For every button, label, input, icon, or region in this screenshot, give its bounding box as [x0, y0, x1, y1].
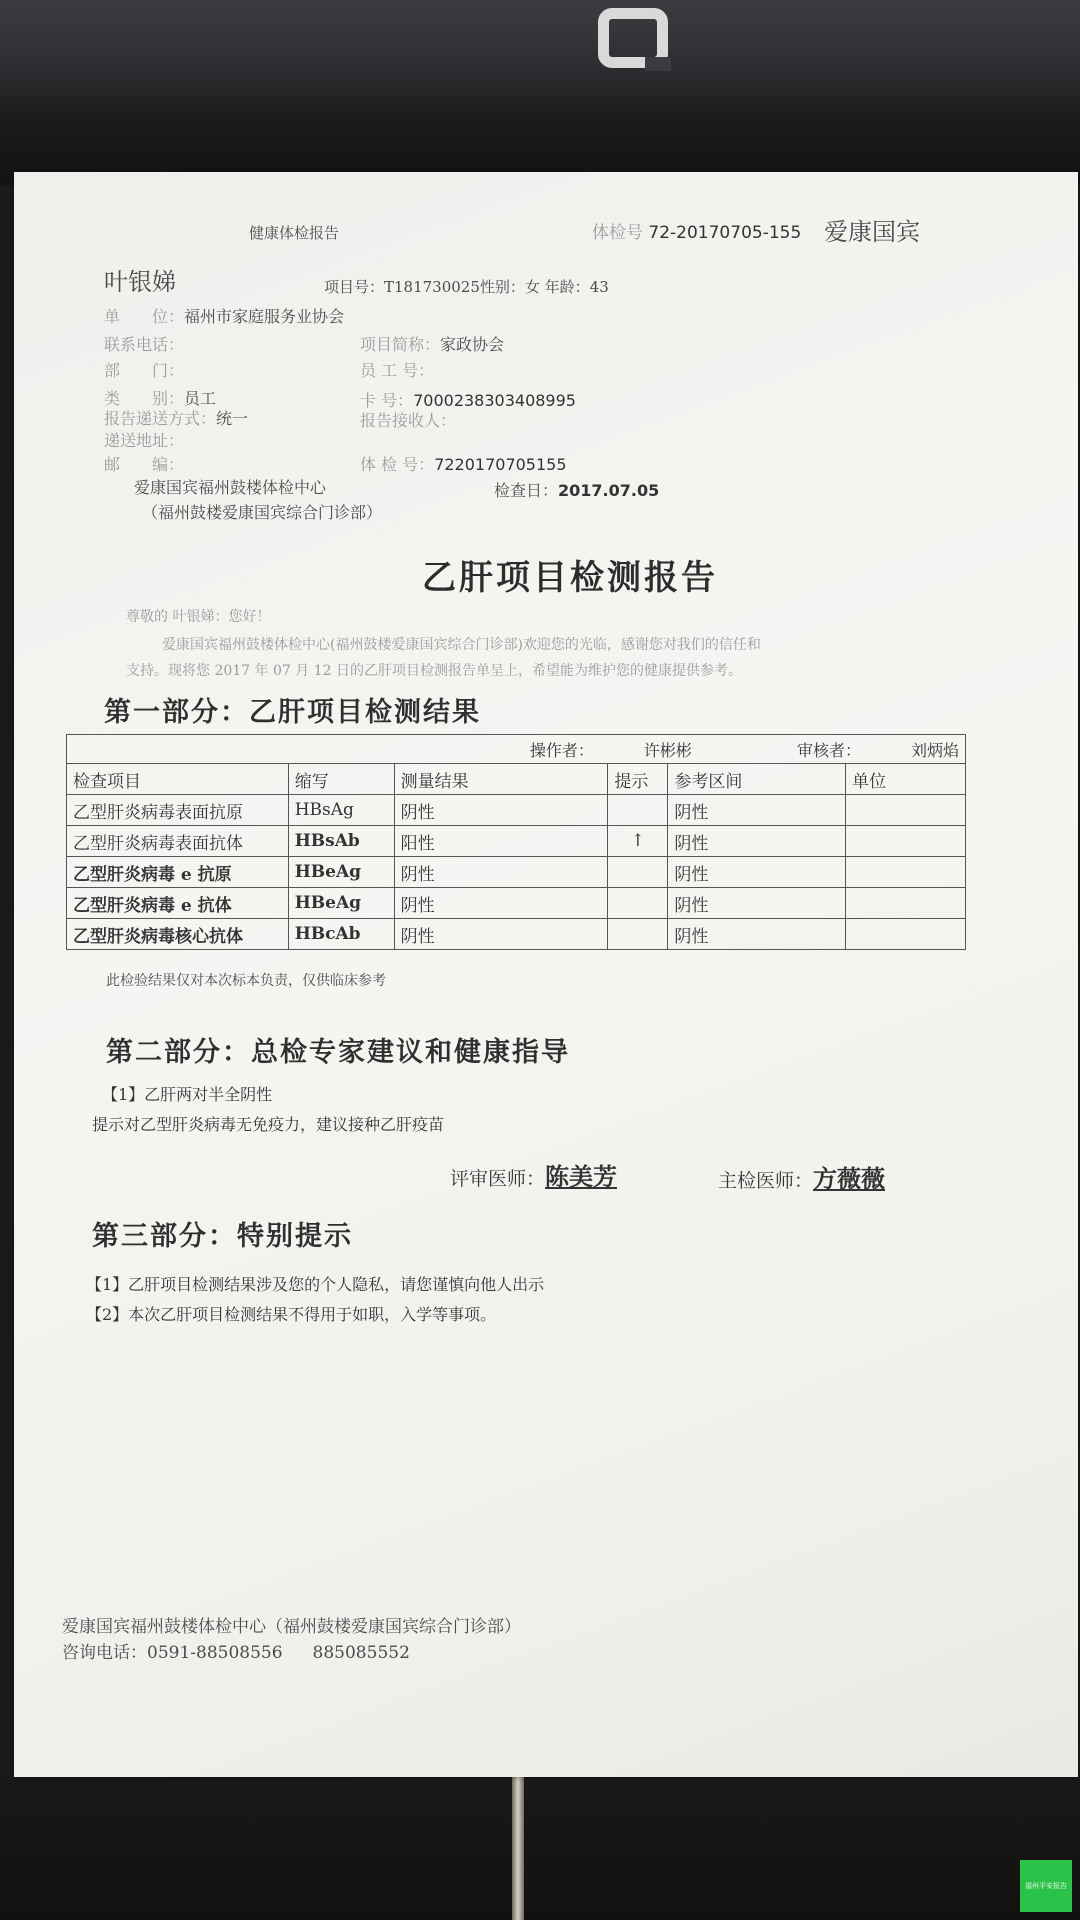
unit-value: 福州市家庭服务业协会 [184, 307, 345, 326]
abbr-cell: HBsAb [288, 826, 394, 857]
project-line: 项目号：T181730025性别：女 年龄：43 [324, 278, 609, 296]
card-label: 卡 号： [360, 391, 414, 410]
unit-cell [846, 919, 966, 950]
table-row [67, 857, 966, 888]
delivery-value: 统一 [216, 409, 249, 428]
result-cell: 阴性 [394, 888, 608, 919]
cable-decoration [512, 1775, 524, 1920]
patient-name: 叶银娣 [104, 268, 176, 296]
hint-cell [608, 857, 668, 888]
ref-cell: 阴性 [668, 888, 846, 919]
part3-heading: 第三部分：特别提示 [92, 1221, 353, 1252]
delivery-label: 报告递送方式： [104, 409, 217, 428]
exam-number [592, 218, 801, 243]
footer-phone-label: 咨询电话： [62, 1643, 147, 1663]
table-note: 此检验结果仅对本次标本负责，仅供临床参考 [106, 973, 386, 989]
unit-label: 单 位： [104, 307, 185, 326]
chief-doctor [718, 1159, 885, 1194]
notice-item: 【1】乙肝项目检测结果涉及您的个人隐私，请您谨慎向他人出示 [86, 1275, 545, 1294]
ref-cell: 阴性 [668, 919, 846, 950]
delivery-row [104, 406, 248, 429]
report-title: 乙肝项目检测报告 [422, 558, 718, 598]
watermark-badge: 福州平安报告 [1020, 1860, 1072, 1912]
results-table [66, 734, 966, 950]
ref-cell: 阴性 [668, 795, 846, 826]
table-header-row [67, 764, 966, 795]
table-row [67, 795, 966, 826]
intro-line-2: 支持。现将您 2017 年 07 月 12 日的乙肝项目检测报告单呈上，希望能为维护您的健康提供参考。 [126, 663, 742, 679]
result-cell: 阴性 [394, 795, 608, 826]
card-value: 7000238303408995 [413, 391, 576, 410]
center-name: 爱康国宾福州鼓楼体检中心 [134, 478, 327, 497]
column-header: 测量结果 [394, 764, 608, 795]
exam-id-value: 7220170705155 [434, 455, 567, 474]
part1-heading: 第一部分：乙肝项目检测结果 [104, 697, 481, 728]
operator-value: 许彬彬 [643, 740, 692, 760]
footer-phone-2: 885085552 [312, 1643, 410, 1663]
notice-item: 【2】本次乙肝项目检测结果不得用于如职，入学等事项。 [86, 1305, 497, 1324]
unit-cell [846, 857, 966, 888]
abbr-cell: HBcAb [288, 919, 394, 950]
item-cell: 乙型肝炎病毒表面抗原 [67, 795, 289, 826]
center-subname: （福州鼓楼爱康国宾综合门诊部） [142, 503, 383, 522]
exam-id-label: 体 检 号： [360, 455, 435, 474]
reviewer-label: 审核者： [796, 740, 861, 760]
intro-line-1: 爱康国宾福州鼓楼体检中心(福州鼓楼爱康国宾综合门诊部)欢迎您的光临，感谢您对我们的信任和 [162, 637, 761, 653]
category-value: 员工 [184, 389, 217, 408]
item-cell: 乙型肝炎病毒表面抗体 [67, 826, 289, 857]
table-row [67, 919, 966, 950]
chief-doctor-signature: 方薇薇 [813, 1164, 886, 1193]
operator-cell [67, 735, 966, 764]
table-row [67, 826, 966, 857]
address-label: 递送地址： [104, 431, 185, 450]
hint-cell [608, 919, 668, 950]
operator [480, 741, 692, 760]
greeting: 尊敬的 叶银娣：您好！ [126, 609, 271, 625]
column-header: 检查项目 [67, 764, 289, 795]
project-short-value: 家政协会 [440, 335, 505, 354]
part2-heading: 第二部分：总检专家建议和健康指导 [106, 1037, 570, 1068]
unit-cell [846, 826, 966, 857]
result-cell: 阳性 [394, 826, 608, 857]
item-cell: 乙型肝炎病毒 e 抗原 [67, 857, 289, 888]
dept-label: 部 门： [104, 361, 185, 380]
exam-date-row [494, 478, 659, 501]
column-header: 参考区间 [668, 764, 846, 795]
footer-center: 爱康国宾福州鼓楼体检中心（福州鼓楼爱康国宾综合门诊部） [62, 1617, 521, 1637]
column-header: 提示 [608, 764, 668, 795]
footer-phone-1: 0591-88508556 [147, 1643, 283, 1663]
item-cell: 乙型肝炎病毒 e 抗体 [67, 888, 289, 919]
post-label: 邮 编： [104, 455, 185, 474]
chief-doctor-label: 主检医师： [718, 1170, 814, 1192]
category-label: 类 别： [104, 389, 185, 408]
advice-item: 【1】乙肝两对半全阴性 [102, 1085, 273, 1104]
operator-row [67, 735, 966, 764]
reviewer [747, 741, 959, 760]
hint-cell [608, 888, 668, 919]
exam-id-row [360, 452, 567, 475]
brand-name: 爱康国宾 [824, 218, 920, 246]
unit-cell [846, 888, 966, 919]
review-doctor-signature: 陈美芳 [545, 1162, 618, 1191]
report-paper [14, 172, 1078, 1777]
desk-background [0, 1770, 1080, 1920]
result-cell: 阴性 [394, 857, 608, 888]
hint-cell: ↑ [608, 826, 668, 857]
review-doctor [450, 1157, 617, 1192]
hint-cell [608, 795, 668, 826]
table-row [67, 888, 966, 919]
ref-cell: 阴性 [668, 826, 846, 857]
project-short-row [360, 332, 504, 355]
item-cell: 乙型肝炎病毒核心抗体 [67, 919, 289, 950]
column-header: 单位 [846, 764, 966, 795]
abbr-cell: HBeAg [288, 857, 394, 888]
operator-label: 操作者： [529, 740, 594, 760]
exam-date-value: 2017.07.05 [558, 481, 660, 500]
phone-label: 联系电话： [104, 335, 185, 354]
staff-no-label: 员 工 号： [360, 361, 435, 380]
column-header: 缩写 [288, 764, 394, 795]
abbr-cell: HBsAg [288, 795, 394, 826]
footer-phone [62, 1638, 410, 1663]
advice-detail: 提示对乙型肝炎病毒无免疫力，建议接种乙肝疫苗 [92, 1115, 445, 1134]
report-type: 健康体检报告 [249, 224, 340, 242]
exam-date-label: 检查日： [494, 481, 559, 500]
review-doctor-label: 评审医师： [450, 1168, 546, 1190]
exam-number-label: 体检号 [592, 223, 643, 243]
laptop-lid-background [0, 0, 1080, 185]
result-cell: 阴性 [394, 919, 608, 950]
ref-cell: 阴性 [668, 857, 846, 888]
unit-cell [846, 795, 966, 826]
unit-row [104, 304, 344, 327]
laptop-logo-icon [598, 8, 668, 68]
receiver-label: 报告接收人： [360, 411, 457, 430]
abbr-cell: HBeAg [288, 888, 394, 919]
exam-number-value: 72-20170705-155 [648, 223, 802, 243]
reviewer-value: 刘炳焰 [910, 740, 959, 760]
project-short-label: 项目简称： [360, 335, 441, 354]
